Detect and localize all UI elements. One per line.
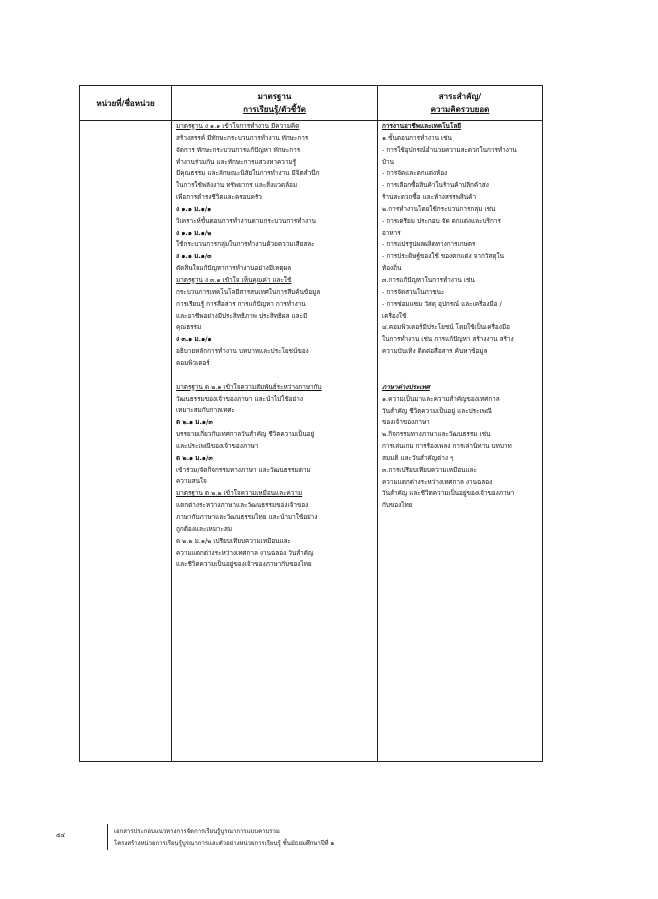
standards-line: ง ๑.๑ ม.๑/๑ xyxy=(176,204,212,213)
standards-line: ทำงานร่วมกัน และทักษะการแสวงหาความรู้ xyxy=(176,157,297,166)
footer-line-1: เอกสารประกอบแนวทางการจัดการเรียนรู้บูรณาการแบบคาบรวม xyxy=(114,828,280,835)
header-core-line1: สาระสำคัญ/ xyxy=(438,92,482,101)
standards-line: คอมพิวเตอร์ xyxy=(176,358,210,367)
core-line: การเล่นเกม การร้องเพลง การเล่านิทาน บทบาท xyxy=(382,442,512,451)
standards-line: อธิบายหลักการทำงาน บทบาทและประโยชน์ของ xyxy=(176,347,309,356)
core-line xyxy=(378,370,542,382)
core-line: ร้านสะดวกซื้อ และห้างสรรพสินค้า xyxy=(382,193,477,202)
standards-line: มาตรฐาน ต ๒.๒ เข้าใจความเหมือนและความ xyxy=(176,489,303,498)
core-line: วันสำคัญ ชีวิตความเป็นอยู่ และประเพณี xyxy=(382,406,492,415)
core-line: ๒.การทำงานโดยใช้กระบวนการกลุ่ม เช่น xyxy=(382,204,496,213)
core-line: - การจัดสวนในภาชนะ xyxy=(382,287,445,296)
core-line: - การเตรียม ประกอบ จัด ตกแต่งและบริการ xyxy=(382,216,501,225)
standards-line: เพื่อการดำรงชีวิตและครอบครัว xyxy=(176,193,262,202)
standards-line: มาตรฐาน ง ๓.๑ เข้าใจ เห็นคุณค่า และใช้ xyxy=(176,275,292,284)
core-line: - การซ่อมแซม วัสดุ อุปกรณ์ และเครื่องมือ / xyxy=(382,299,502,308)
standards-line: ภาษากับภาษาและวัฒนธรรมไทย และนำมาใช้อย่าง xyxy=(176,513,318,521)
standards-line: ใช้กระบวนการกลุ่มในการทำงานด้วยความเสียสละ xyxy=(176,240,315,249)
standards-lines xyxy=(172,121,377,571)
core-line: การงานอาชีพและเทคโนโลยี xyxy=(382,122,461,130)
standards-cell xyxy=(172,121,378,762)
page-footer xyxy=(56,824,616,852)
core-line: ท้องถิ่น xyxy=(382,264,402,273)
core-line: เครื่องใช้ xyxy=(382,311,407,320)
standards-line: จัดการ ทักษะกระบวนการแก้ปัญหา ทักษะการ xyxy=(176,145,301,154)
standards-line: ความสนใจ xyxy=(176,477,207,486)
standards-line: และชีวิตความเป็นอยู่ของเจ้าของภาษากับของไทย xyxy=(176,560,312,569)
core-concepts-lines xyxy=(378,121,542,512)
core-line: ๓.การแก้ปัญหาในการทำงาน เช่น xyxy=(382,275,475,284)
standards-line: วัฒนธรรมของเจ้าของภาษา และนำไปใช้อย่าง xyxy=(176,394,303,403)
table-header-row xyxy=(80,86,543,121)
table-body-row xyxy=(80,121,543,762)
standards-line: การเรียนรู้ การสื่อสาร การแก้ปัญหา การทำงาน xyxy=(176,299,306,308)
core-line: กับของไทย xyxy=(382,501,413,510)
core-line: ความแตกต่างระหว่างเทศกาล งานฉลอง xyxy=(382,477,493,486)
standards-line: บรรยายเกี่ยวกับเทศกาลวันสำคัญ ชีวิตความเป็นอยู่ xyxy=(176,430,315,439)
core-line: - การแปรรูปผลผลิตทางการเกษตร xyxy=(382,240,476,249)
standards-line: ความแตกต่างระหว่างเทศกาล งานฉลอง วันสำคัญ xyxy=(176,548,314,557)
standards-line: แตกต่างระหว่างภาษาและวัฒนธรรมของเจ้าของ xyxy=(176,501,309,510)
header-core-line2: ความคิดรวบยอด xyxy=(430,105,490,114)
page-number: ๕๔ xyxy=(56,832,66,839)
header-unit xyxy=(80,86,172,121)
standards-line: ง ๑.๑ ม.๑/๒ xyxy=(176,228,212,237)
core-line xyxy=(378,358,542,370)
standards-line: และประเพณีของเจ้าของภาษา xyxy=(176,441,259,450)
unit-cell xyxy=(80,121,172,762)
header-core-concepts xyxy=(378,86,543,121)
core-line: ของเจ้าของภาษา xyxy=(382,418,430,427)
header-standards xyxy=(172,86,378,121)
standards-line: และอาชีพอย่างมีประสิทธิภาพ ประสิทธิผล และมี xyxy=(176,311,308,320)
standards-line: กระบวนการเทคโนโลยีสารสนเทศในการสืบค้นข้อมูล xyxy=(176,287,321,296)
header-standards-line1: มาตรฐาน xyxy=(257,92,292,101)
standards-line: ต ๒.๒ ม.๑/๒ เปรียบเทียบความเหมือนและ xyxy=(176,536,291,545)
standards-line: ต ๒.๑ ม.๑/๓ xyxy=(176,453,213,462)
footer-line-2: โครงสร้างหน่วยการเรียนรู้บูรณาการและตัวอย่างหน่วยการเรียนรู้ ชั้นมัธยมศึกษาปีที่ ๑ xyxy=(114,840,335,847)
core-concepts-cell xyxy=(378,121,543,762)
standards-line: ถูกต้องและเหมาะสม xyxy=(176,524,233,533)
core-line: ๔.คอมพิวเตอร์มีประโยชน์ โดยใช้เป็นเครื่องมือ xyxy=(382,323,510,332)
standards-line: ในการใช้พลังงาน ทรัพยากร และสิ่งแวดล้อม xyxy=(176,181,298,190)
standards-line: เหมาะสมกับกาลเทศะ xyxy=(176,406,235,415)
core-line: ๑.ขั้นตอนการทำงาน เช่น xyxy=(382,133,452,142)
standards-line: สร้างสรรค์ มีทักษะกระบวนการทำงาน ทักษะการ xyxy=(176,133,309,142)
curriculum-table xyxy=(79,85,543,762)
standards-line: ง ๓.๑ ม.๑/๑ xyxy=(176,335,212,344)
standards-line: ต ๒.๑ ม.๑/๓ xyxy=(176,418,213,427)
core-line: ๑.ความเป็นมาและความสำคัญของเทศกาล xyxy=(382,394,500,403)
standards-line: ง ๑.๑ ม.๑/๓ xyxy=(176,252,212,261)
core-line: ในการทำงาน เช่น การแก้ปัญหา สร้างงาน สร้าง xyxy=(382,335,514,344)
standards-line: วิเคราะห์ขั้นตอนการทำงานตามกระบวนการทำงาน xyxy=(176,216,317,225)
core-line: วันสำคัญ และชีวิตความเป็นอยู่ของเจ้าของภาษา xyxy=(382,489,515,498)
core-line: ๓.การเปรียบเทียบความเหมือนและ xyxy=(382,465,477,474)
header-standards-line2: การเรียนรู้/ตัวชี้วัด xyxy=(243,105,306,114)
standards-line: มาตรฐาน ต ๒.๑ เข้าใจความสัมพันธ์ระหว่างภาษากับ xyxy=(176,382,322,391)
standards-line: เข้าร่วม/จัดกิจกรรมทางภาษา และวัฒนธรรมตาม xyxy=(176,465,311,474)
standards-line: มาตรฐาน ง ๑.๑ เข้าใจการทำงาน มีความคิด xyxy=(176,122,300,130)
core-line: - การประดิษฐ์ของใช้ ของตกแต่ง จากวัสดุใน xyxy=(382,252,504,261)
standards-line: คุณธรรม xyxy=(176,323,202,332)
header-unit-label: หน่วยที่/ชื่อหน่วย xyxy=(96,98,155,108)
standards-line: ตัดสินใจแก้ปัญหาการทำงานอย่างมีเหตุผล xyxy=(176,264,292,273)
footer-divider xyxy=(107,824,108,850)
core-line: - การใช้อุปกรณ์อำนวยความสะดวกในการทำงาน xyxy=(382,145,517,154)
core-line: อาหาร xyxy=(382,228,401,237)
core-line: บ้าน xyxy=(382,157,395,166)
core-line: สมมติ และวันสำคัญต่าง ๆ xyxy=(382,453,454,462)
core-line: ภาษาต่างประเทศ xyxy=(382,382,430,391)
core-line: ๒.กิจกรรมทางภาษาและวัฒนธรรม เช่น xyxy=(382,430,491,439)
core-line: ความบันเทิง ติดต่อสื่อสาร ค้นหาข้อมูล xyxy=(382,347,488,356)
standards-line: มีคุณธรรม และลักษณะนิสัยในการทำงาน มีจิตสำนึก xyxy=(176,169,320,178)
core-line: - การเลือกซื้อสินค้าในร้านค้าปลีกค้าส่ง xyxy=(382,181,489,190)
standards-line xyxy=(172,370,377,382)
core-line: - การจัดและตกแต่งห้อง xyxy=(382,169,448,178)
